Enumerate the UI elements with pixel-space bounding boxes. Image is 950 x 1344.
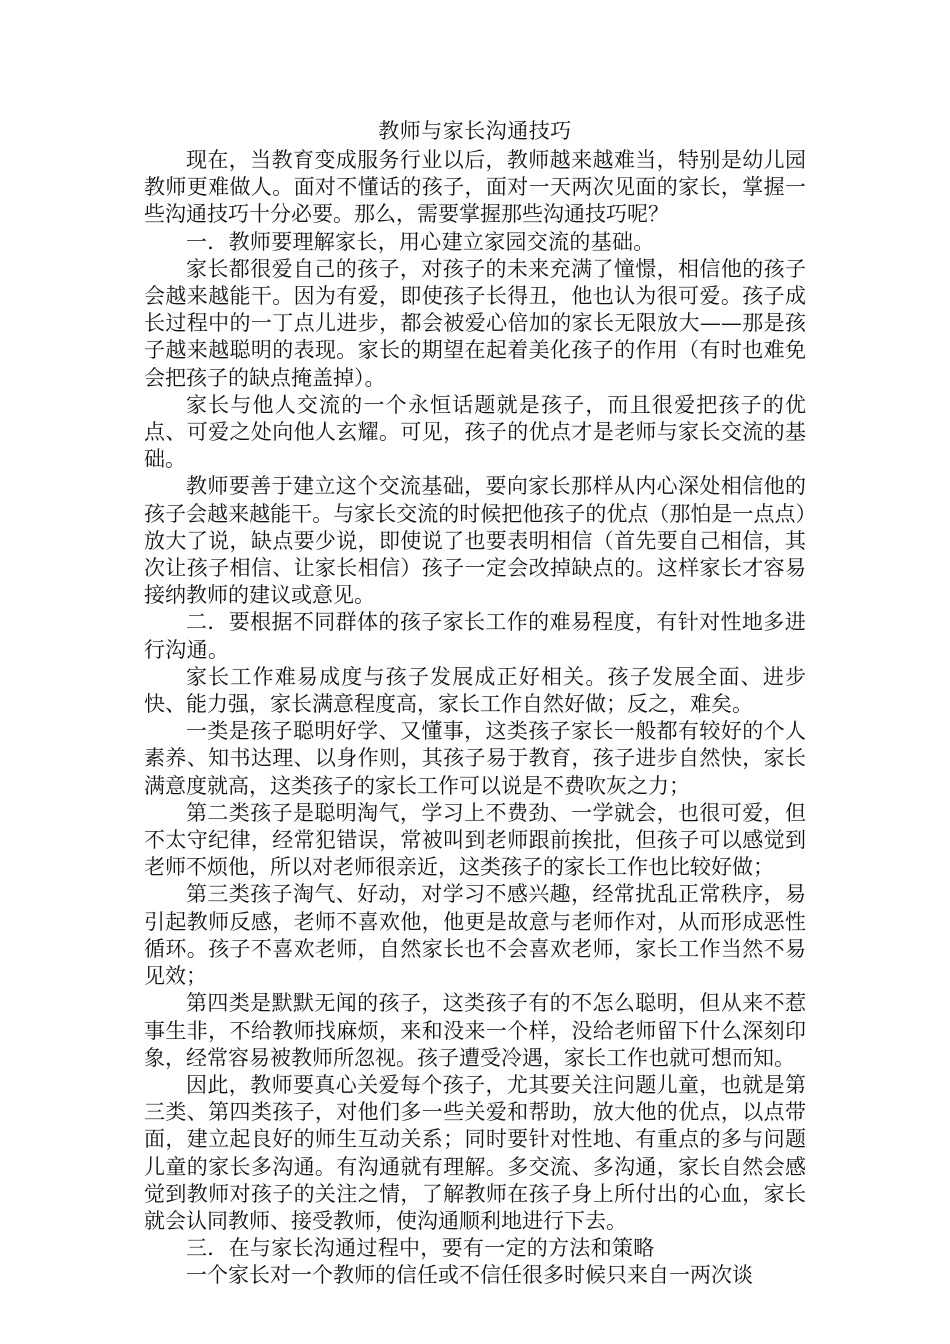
body-paragraph: 一个家长对一个教师的信任或不信任很多时候只来自一两次谈 bbox=[186, 1263, 753, 1288]
body-paragraph: 第三类孩子淘气、好动，对学习不感兴趣，经常扰乱正常秩序，易引起教师反感，老师不喜欢他，他更是故意与老师作对，从而形成恶性循环。孩子不喜欢老师，自然家长也不会喜欢老师，家长工作当然不易见效； bbox=[144, 882, 806, 989]
section-heading-3: 三．在与家长沟通过程中，要有一定的方法和策略 bbox=[186, 1236, 655, 1261]
section-heading-2: 二．要根据不同群体的孩子家长工作的难易程度，有针对性地多进行沟通。 bbox=[144, 610, 806, 662]
intro-paragraph: 现在，当教育变成服务行业以后，教师越来越难当，特别是幼儿园教师更难做人。面对不懂话的孩子，面对一天两次见面的家长，掌握一些沟通技巧十分必要。那么，需要掌握那些沟通技巧呢？ bbox=[144, 148, 806, 227]
body-paragraph: 一类是孩子聪明好学、又懂事，这类孩子家长一般都有较好的个人素养、知书达理、以身作则，其孩子易于教育，孩子进步自然快，家长满意度就高，这类孩子的家长工作可以说是不费吹灰之力； bbox=[144, 719, 806, 798]
body-paragraph: 家长都很爱自己的孩子，对孩子的未来充满了憧憬，相信他的孩子会越来越能干。因为有爱，即使孩子长得丑，他也认为很可爱。孩子成长过程中的一丁点儿进步，都会被爱心倍加的家长无限放大——那是孩子越来越聪明的表现。家长的期望在起着美化孩子的作用（有时也难免会把孩子的缺点掩盖掉）。 bbox=[144, 256, 806, 390]
body-paragraph: 因此，教师要真心关爱每个孩子，尤其要关注问题儿童，也就是第三类、第四类孩子，对他们多一些关爱和帮助，放大他的优点，以点带面，建立起良好的师生互动关系；同时要针对性地、有重点的多与问题儿童的家长多沟通。有沟通就有理解。多交流、多沟通，家长自然会感觉到教师对孩子的关注之情，了解教师在孩子身上所付出的心血，家长就会认同教师、接受教师，使沟通顺利地进行下去。 bbox=[144, 1072, 806, 1233]
body-paragraph: 教师要善于建立这个交流基础，要向家长那样从内心深处相信他的孩子会越来越能干。与家长交流的时候把他孩子的优点（那怕是一点点）放大了说，缺点要少说，即使说了也要表明相信（首先要自己相信，其次让孩子相信、让家长相信）孩子一定会改掉缺点的。这样家长才容易接纳教师的建议或意见。 bbox=[144, 474, 806, 608]
section-heading-1: 一．教师要理解家长，用心建立家园交流的基础。 bbox=[186, 229, 655, 254]
document-title: 教师与家长沟通技巧 bbox=[378, 119, 572, 143]
body-paragraph: 第四类是默默无闻的孩子，这类孩子有的不怎么聪明，但从来不惹事生非，不给教师找麻烦，来和没来一个样，没给老师留下什么深刻印象，经常容易被教师所忽视。孩子遭受冷遇，家长工作也就可想而知。 bbox=[144, 991, 806, 1070]
body-paragraph: 第二类孩子是聪明淘气，学习上不费劲、一学就会，也很可爱，但不太守纪律，经常犯错误，常被叫到老师跟前挨批，但孩子可以感觉到老师不烦他，所以对老师很亲近，这类孩子的家长工作也比较好做； bbox=[144, 800, 806, 880]
body-paragraph: 家长工作难易成度与孩子发展成正好相关。孩子发展全面、进步快、能力强，家长满意程度高，家长工作自然好做；反之，难矣。 bbox=[144, 664, 806, 717]
document-page bbox=[144, 118, 806, 1290]
body-paragraph: 家长与他人交流的一个永恒话题就是孩子，而且很爱把孩子的优点、可爱之处向他人玄耀。可见，孩子的优点才是老师与家长交流的基础。 bbox=[144, 392, 806, 472]
